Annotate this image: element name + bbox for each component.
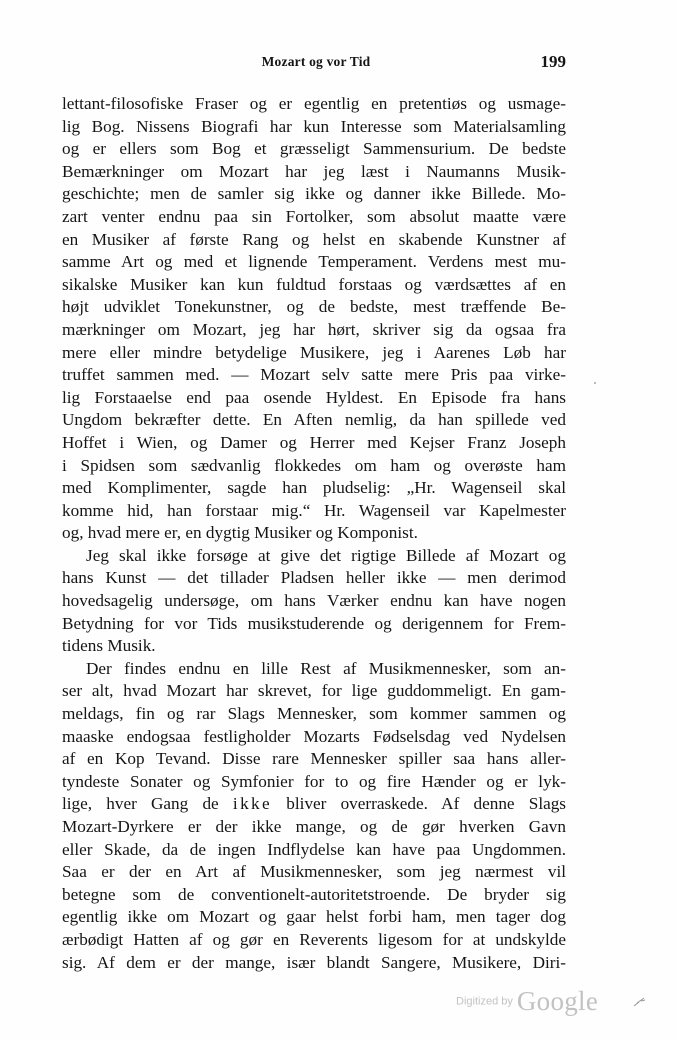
text-line: ser alt, hvad Mozart har skrevet, for lige guddommeligt. En gam- — [62, 681, 566, 701]
text-line: geschichte; men de samler sig ikke og danner ikke Billede. Mo- — [62, 184, 566, 204]
text-line: med Komplimenter, sagde han pludselig: „Hr. Wagenseil skal — [62, 478, 566, 498]
spaced-emphasis: ikke — [232, 794, 273, 814]
text-line: hans Kunst — det tillader Pladsen heller ikke — men derimod — [62, 568, 566, 588]
text-line: ærbødigt Hatten af og gør en Reverents ligesom for at undskylde — [62, 929, 566, 949]
text-line: lig Forstaaelse end paa osende Hyldest. En Episode fra hans — [62, 387, 566, 407]
text-line: egentlig ikke om Mozart og gaar helst forbi ham, men tager dog — [62, 907, 566, 927]
text-line: og er ellers som Bog et græsseligt Sammensurium. De bedste — [62, 139, 566, 159]
text-line: komme hid, han forstaar mig.“ Hr. Wagenseil var Kapelmester — [62, 500, 566, 520]
text-line: meldags, fin og rar Slags Mennesker, som kommer sammen og — [62, 704, 566, 724]
text-line: lettant-filosofiske Fraser og er egentlig en pretentiøs og usmage- — [62, 94, 566, 113]
text-line: hovedsagelig undersøge, om hans Værker endnu kan have nogen — [62, 591, 566, 611]
digitized-by-google-watermark — [456, 986, 598, 1022]
running-head — [62, 52, 570, 72]
text-line: samme Art og med et lignende Temperament. Verdens mest mu- — [62, 252, 566, 272]
text-line: Hoffet i Wien, og Damer og Herrer med Kejser Franz Joseph — [62, 432, 566, 452]
body-text — [62, 93, 566, 974]
text-line: tyndeste Sonater og Symfonier for to og fire Hænder og er lyk- — [62, 771, 566, 791]
text-line: Jeg skal ikke forsøge at give det rigtige Billede af Mozart og — [86, 545, 566, 565]
text-line: sikalske Musiker kan kun fuldtud forstaas og værdsættes af en — [62, 274, 566, 294]
page-number: 199 — [540, 52, 566, 71]
text-line: maaske endogsaa festligholder Mozarts Fødselsdag ved Nydelsen — [62, 726, 566, 746]
google-logo: Google — [516, 986, 599, 1016]
text-line: eller Skade, da de ingen Indflydelse kan have paa Ungdommen. — [62, 839, 566, 859]
text-line: Ungdom bekræfter dette. En Aften nemlig, da han spillede ved — [62, 410, 566, 430]
text-line: zart venter endnu paa sin Fortolker, som absolut maatte være — [62, 206, 566, 226]
text-line: Der findes endnu en lille Rest af Musikmennesker, som an- — [86, 658, 566, 678]
watermark-prefix: Digitized by — [456, 995, 513, 1008]
text-line: lig Bog. Nissens Biografi har kun Interesse som Materialsamling — [62, 116, 566, 136]
margin-speck — [594, 382, 596, 384]
text-line: og, hvad mere er, en dygtig Musiker og Komponist. — [62, 523, 418, 543]
text-line: højt udviklet Tonekunstner, og de bedste, mest træffende Be- — [62, 297, 566, 317]
text-line: Mozart-Dyrkere er der ikke mange, og de gør hverken Gavn — [62, 817, 566, 836]
text-line: tidens Musik. — [62, 636, 156, 656]
text-line: i Spidsen som sædvanlig flokkedes om ham og overøste ham — [62, 455, 566, 475]
text-line: sig. Af dem er der mange, især blandt Sangere, Musikere, Diri- — [62, 952, 566, 972]
text-line: lige, hver Gang de ikke bliver overraskede. Af denne Slags — [62, 794, 567, 814]
text-line: af en Kop Tevand. Disse rare Mennesker spiller saa hans aller- — [62, 749, 566, 769]
text-line: mærkninger om Mozart, jeg har hørt, skriver sig da ogsaa fra — [62, 319, 566, 339]
text-line: mere eller mindre betydelige Musikere, jeg i Aarenes Løb har — [62, 342, 566, 362]
stray-pen-mark — [632, 996, 646, 1008]
text-line: betegne som de conventionelt-autoritetstroende. De bryder sig — [62, 884, 566, 904]
text-line: truffet sammen med. — Mozart selv satte mere Pris paa virke- — [62, 365, 566, 385]
text-line: Bemærkninger om Mozart har jeg læst i Naumanns Musik- — [62, 161, 566, 181]
text-line: Saa er der en Art af Musikmennesker, som jeg nærmest vil — [62, 862, 566, 882]
text-line: Betydning for vor Tids musikstuderende og derigennem for Frem- — [62, 613, 566, 633]
running-title: Mozart og vor Tid — [261, 54, 371, 69]
text-line: en Musiker af første Rang og helst en skabende Kunstner af — [62, 229, 566, 249]
